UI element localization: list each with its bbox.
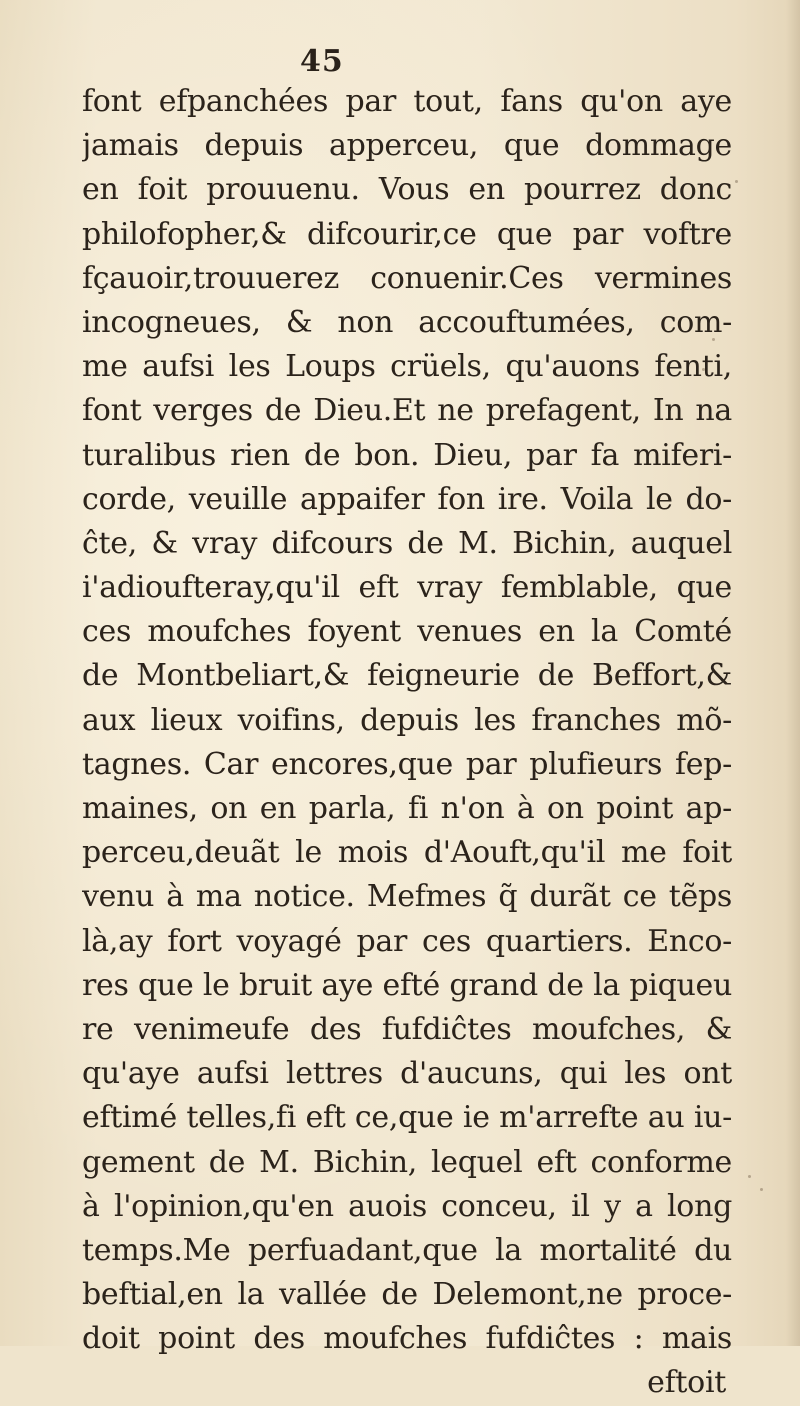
paper-speck (760, 1188, 763, 1191)
text-line: ĉte, & vray difcours de M. Bichin, auquel (82, 525, 732, 561)
text-line: gement de M. Bichin, lequel eft conforme (82, 1144, 732, 1180)
catchword: eftoit (647, 1365, 726, 1401)
text-line: fçauoir,trouuerez conuenir.Ces vermines (82, 260, 732, 296)
text-line: eftimé telles,fi eft ce,que ie m'arrefte au iu- (82, 1100, 732, 1136)
text-line: font verges de Dieu.Et ne prefagent, In na (82, 393, 732, 429)
body-text (82, 80, 732, 1406)
text-line: me aufsi les Loups crüels, qu'auons fenti, (82, 349, 732, 385)
text-line: i'adioufteray,qu'il eft vray femblable, que (82, 570, 732, 606)
text-line: turalibus rien de bon. Dieu, par fa miferi- (82, 437, 732, 473)
text-line: venu à ma notice. Mefmes q̃ durãt ce tẽps (82, 879, 732, 915)
text-line: tagnes. Car encores,que par plufieurs fep- (82, 746, 732, 782)
page-number: 45 (300, 44, 344, 79)
text-line: doit point des moufches fufdiĉtes : mais (82, 1321, 732, 1357)
text-line: philofopher,& difcourir,ce que par voftre (82, 216, 732, 252)
paper-speck (735, 180, 738, 183)
text-line: font efpanchées par tout, fans qu'on aye (82, 84, 732, 119)
paper-speck (748, 1175, 751, 1178)
text-line: là,ay fort voyagé par ces quartiers. Enco- (82, 923, 732, 959)
text-line: jamais depuis apperceu, que dommage (82, 128, 732, 164)
text-line: en foit prouuenu. Vous en pourrez donc (82, 172, 732, 208)
text-line: perceu,deuãt le mois d'Aouft,qu'il me foit (82, 835, 732, 871)
text-line: beftial,en la vallée de Delemont,ne proce- (82, 1277, 732, 1313)
paper-speck (712, 338, 715, 341)
text-line: aux lieux voifins, depuis les franches mõ- (82, 702, 732, 738)
text-line: corde, veuille appaifer fon ire. Voila le do- (82, 481, 732, 517)
text-line: incogneues, & non accouftumées, com- (82, 304, 732, 340)
text-line: temps.Me perfuadant,que la mortalité du (82, 1232, 732, 1268)
text-line: à l'opinion,qu'en auois conceu, il y a long (82, 1188, 732, 1224)
text-line: de Montbeliart,& feigneurie de Beffort,& (82, 658, 732, 694)
text-line: re venimeufe des fufdiĉtes moufches, & (82, 1011, 732, 1047)
text-line: maines, on en parla, fi n'on à on point ap- (82, 791, 732, 826)
text-line: qu'aye aufsi lettres d'aucuns, qui les ont (82, 1056, 732, 1092)
text-line: res que le bruit aye efté grand de la piqueu (82, 967, 732, 1003)
page-edge-shadow (786, 0, 800, 1346)
text-line: ces moufches foyent venues en la Comté (82, 614, 732, 650)
paper-speck (702, 368, 705, 371)
